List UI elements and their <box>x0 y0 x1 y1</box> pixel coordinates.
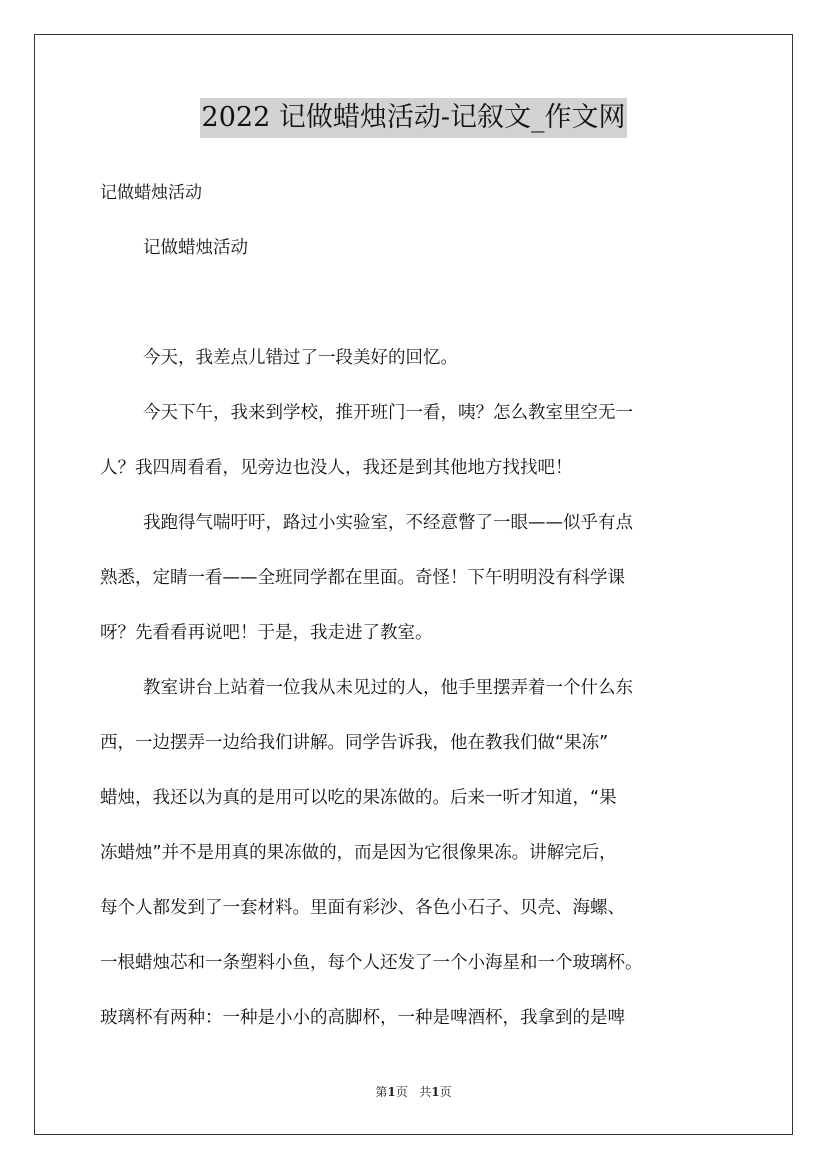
paragraph-line: 呀？先看看再说吧！于是，我走进了教室。 <box>100 623 433 643</box>
paragraph-line: 今天下午，我来到学校，推开班门一看，咦？怎么教室里空无一 <box>143 403 633 423</box>
paragraph-line: 每个人都发到了一套材料。里面有彩沙、各色小石子、贝壳、海螺、 <box>100 898 625 918</box>
blank-line <box>100 287 750 342</box>
page-footer <box>0 1083 827 1100</box>
document-body <box>100 232 750 1057</box>
footer-page-number: 1 <box>387 1085 396 1099</box>
paragraph-line: 熟悉，定睛一看——全班同学都在里面。奇怪！下午明明没有科学课 <box>100 568 625 588</box>
footer-total-suffix: 页 <box>439 1085 452 1099</box>
footer-total-prefix: 共 <box>419 1085 432 1099</box>
title-container <box>0 98 827 138</box>
document-title: 2022 记做蜡烛活动-记叙文_作文网 <box>200 98 628 138</box>
paragraph-line: 教室讲台上站着一位我从未见过的人，他手里摆弄着一个什么东 <box>143 678 633 698</box>
paragraph-line: 记做蜡烛活动 <box>143 238 248 258</box>
paragraph-line: 今天，我差点儿错过了一段美好的回忆。 <box>143 348 458 368</box>
paragraph-line: 我跑得气喘吁吁，路过小实验室，不经意瞥了一眼——似乎有点 <box>143 513 633 533</box>
footer-page-prefix: 第 <box>375 1085 388 1099</box>
paragraph-line: 一根蜡烛芯和一条塑料小鱼，每个人还发了一个小海星和一个玻璃杯。 <box>100 953 643 973</box>
footer-page-suffix: 页 <box>395 1085 408 1099</box>
paragraph-line: 蜡烛，我还以为真的是用可以吃的果冻做的。后来一听才知道，“果 <box>100 788 617 808</box>
document-subtitle: 记做蜡烛活动 <box>100 183 202 203</box>
paragraph-line: 西，一边摆弄一边给我们讲解。同学告诉我，他在教我们做“果冻” <box>100 733 609 753</box>
paragraph-line: 玻璃杯有两种：一种是小小的高脚杯，一种是啤酒杯，我拿到的是啤 <box>100 1008 625 1028</box>
paragraph-line: 人？我四周看看，见旁边也没人，我还是到其他地方找找吧！ <box>100 458 573 478</box>
footer-total-pages: 1 <box>431 1085 440 1099</box>
paragraph-line: 冻蜡烛”并不是用真的果冻做的，而是因为它很像果冻。讲解完后， <box>100 843 617 863</box>
